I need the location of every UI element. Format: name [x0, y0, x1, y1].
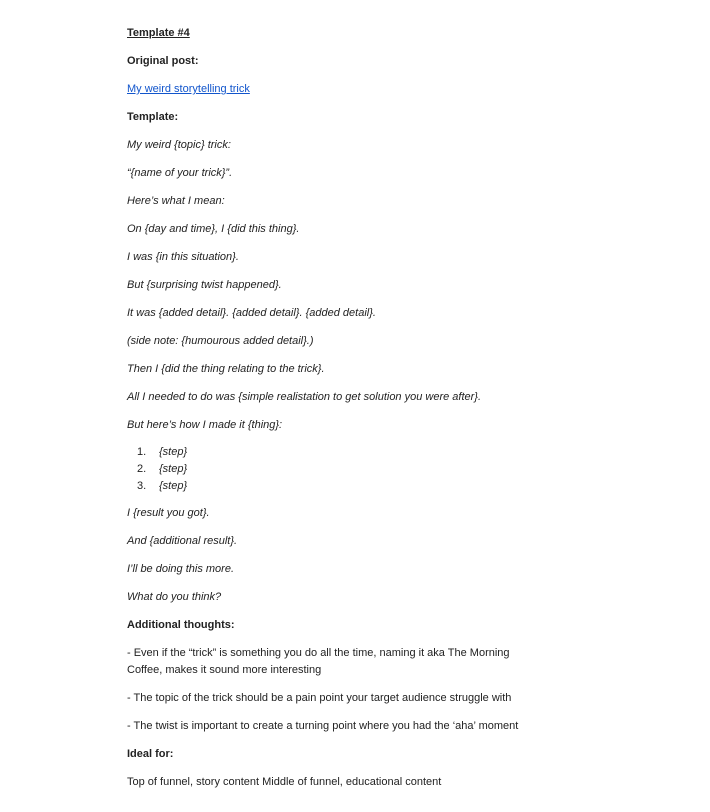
additional-thoughts-label: Additional thoughts: — [127, 619, 235, 631]
template-line: It was {added detail}. {added detail}. {added detail}. — [127, 307, 376, 319]
list-item — [127, 478, 557, 495]
step-number: 1. — [137, 446, 147, 458]
original-post-link[interactable]: My weird storytelling trick — [127, 83, 250, 95]
template-line: My weird {topic} trick: — [127, 139, 231, 151]
template-line: Then I {did the thing relating to the trick}. — [127, 363, 325, 375]
document-body — [127, 25, 557, 802]
document-title: Template #4 — [127, 27, 190, 39]
template-line: I’ll be doing this more. — [127, 563, 234, 575]
template-line: I was {in this situation}. — [127, 251, 239, 263]
original-post-label: Original post: — [127, 55, 199, 67]
template-line: Here’s what I mean: — [127, 195, 225, 207]
step-text: {step} — [159, 463, 188, 475]
template-line: And {additional result}. — [127, 535, 238, 547]
step-number: 3. — [137, 480, 147, 492]
ideal-for-text: Top of funnel, story content Middle of funnel, educational content — [127, 776, 442, 788]
thought-item: - The topic of the trick should be a pain point your target audience struggle with — [127, 692, 512, 704]
template-line: I {result you got}. — [127, 507, 210, 519]
template-label: Template: — [127, 111, 179, 123]
step-text: {step} — [159, 480, 188, 492]
template-line: All I needed to do was {simple realistation to get solution you were after}. — [127, 391, 482, 403]
list-item — [127, 461, 557, 478]
template-line: But {surprising twist happened}. — [127, 279, 282, 291]
template-line: On {day and time}, I {did this thing}. — [127, 223, 300, 235]
thought-item: - The twist is important to create a turning point where you had the ‘aha’ moment — [127, 720, 519, 732]
step-number: 2. — [137, 463, 147, 475]
thought-item: - Even if the “trick” is something you do all the time, naming it aka The Morning Coffee, makes it sound more interesting — [127, 647, 510, 676]
step-text: {step} — [159, 446, 188, 458]
template-line: “{name of your trick}”. — [127, 167, 233, 179]
template-line: (side note: {humourous added detail}.) — [127, 335, 314, 347]
template-line: What do you think? — [127, 591, 222, 603]
list-item — [127, 444, 557, 461]
steps-list — [127, 444, 557, 495]
template-line: But here’s how I made it {thing}: — [127, 419, 283, 431]
ideal-for-label: Ideal for: — [127, 748, 174, 760]
